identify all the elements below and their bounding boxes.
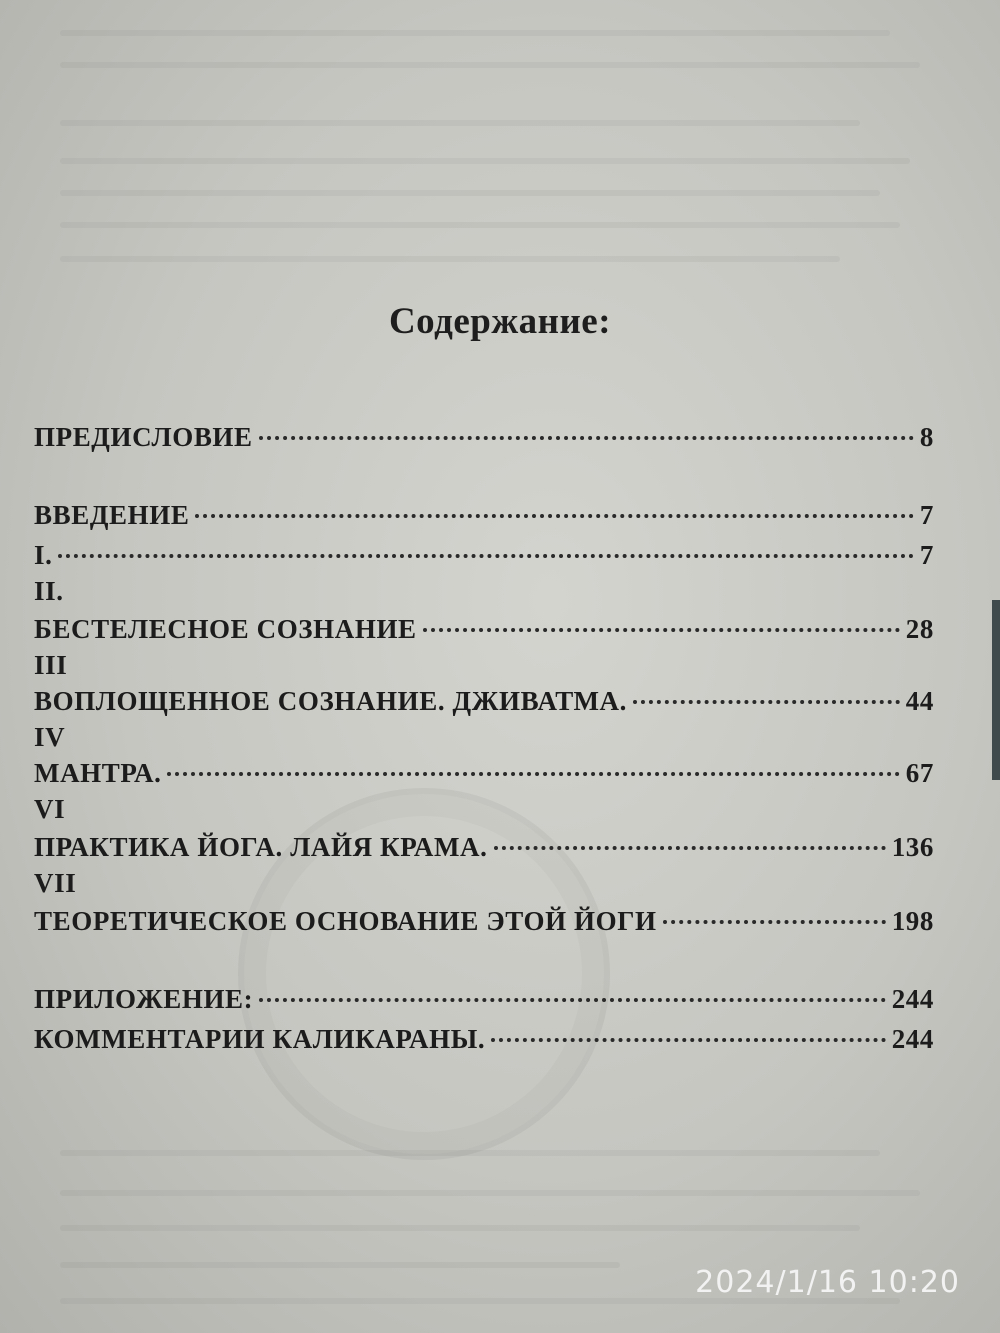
- toc-entry-label: БЕСТЕЛЕСНОЕ СОЗНАНИЕ: [34, 614, 417, 644]
- toc-entry: [34, 614, 934, 645]
- toc-leader-dots: [494, 846, 886, 850]
- toc-entry-page: 7: [919, 500, 934, 530]
- toc-entry: [34, 832, 934, 863]
- toc-entry-page: 244: [891, 1024, 934, 1054]
- bleed-through-line: [60, 158, 910, 164]
- toc-entry-page: 244: [891, 984, 934, 1014]
- toc-entry-page: 8: [919, 422, 934, 452]
- toc-entry-page: 198: [891, 906, 934, 936]
- photo-timestamp: 2024/1/16 10:20: [695, 1265, 960, 1300]
- toc-entry-page: 44: [905, 686, 934, 716]
- toc-chapter-number: [34, 576, 934, 607]
- toc-entry-label: I.: [34, 540, 53, 570]
- toc-entry-label: VII: [34, 868, 77, 898]
- bleed-through-line: [60, 256, 840, 262]
- toc-chapter-number: [34, 722, 934, 753]
- toc-entry-label: IV: [34, 722, 66, 752]
- bleed-through-line: [60, 1190, 920, 1196]
- toc-leader-dots: [423, 628, 900, 632]
- toc-entry-label: ВОПЛОЩЕННОЕ СОЗНАНИЕ. ДЖИВАТМА.: [34, 686, 628, 716]
- toc-entry-page: 136: [891, 832, 934, 862]
- bleed-through-line: [60, 62, 920, 68]
- toc-entry-label: ТЕОРЕТИЧЕСКОЕ ОСНОВАНИЕ ЭТОЙ ЙОГИ: [34, 906, 657, 936]
- bleed-through-line: [60, 1262, 620, 1268]
- toc-entry-label: ВВЕДЕНИЕ: [34, 500, 190, 530]
- toc-entry-page: 7: [919, 540, 934, 570]
- toc-entry-label: КОММЕНТАРИИ КАЛИКАРАНЫ.: [34, 1024, 486, 1054]
- toc-leader-dots: [663, 920, 886, 924]
- bleed-through-line: [60, 1225, 860, 1231]
- page-edge-shadow: [992, 600, 1000, 780]
- toc-chapter-number: [34, 794, 934, 825]
- bleed-through-line: [60, 190, 880, 196]
- toc-entry: [34, 906, 934, 937]
- bleed-through-line: [60, 222, 900, 228]
- toc-entry-label: II.: [34, 576, 64, 606]
- toc-entry-label: III: [34, 650, 68, 680]
- toc-entry-label: ПРЕДИСЛОВИЕ: [34, 422, 253, 452]
- toc-entry: [34, 758, 934, 789]
- toc-entry: [34, 984, 934, 1015]
- toc-entry-page: 28: [905, 614, 934, 644]
- toc-leader-dots: [259, 998, 885, 1002]
- toc-chapter-number: [34, 650, 934, 681]
- toc-entry: [34, 540, 934, 571]
- toc-leader-dots: [491, 1038, 886, 1042]
- bleed-through-line: [60, 120, 860, 126]
- toc-chapter-number: [34, 868, 934, 899]
- toc-entry-label: МАНТРА.: [34, 758, 162, 788]
- toc-leader-dots: [58, 554, 913, 558]
- toc-entry-label: VI: [34, 794, 66, 824]
- toc-entry: [34, 422, 934, 453]
- toc-entry-label: ПРАКТИКА ЙОГА. ЛАЙЯ КРАМА.: [34, 832, 488, 862]
- page-title: Содержание:: [388, 301, 612, 342]
- bleed-through-line: [60, 30, 890, 36]
- toc-entry-page: 67: [905, 758, 934, 788]
- toc-entry-label: ПРИЛОЖЕНИЕ:: [34, 984, 254, 1014]
- toc-leader-dots: [259, 436, 914, 440]
- toc-entry: [34, 686, 934, 717]
- toc-leader-dots: [167, 772, 899, 776]
- toc-leader-dots: [633, 700, 900, 704]
- toc-leader-dots: [195, 514, 913, 518]
- toc-entry: [34, 1024, 934, 1055]
- toc-entry: [34, 500, 934, 531]
